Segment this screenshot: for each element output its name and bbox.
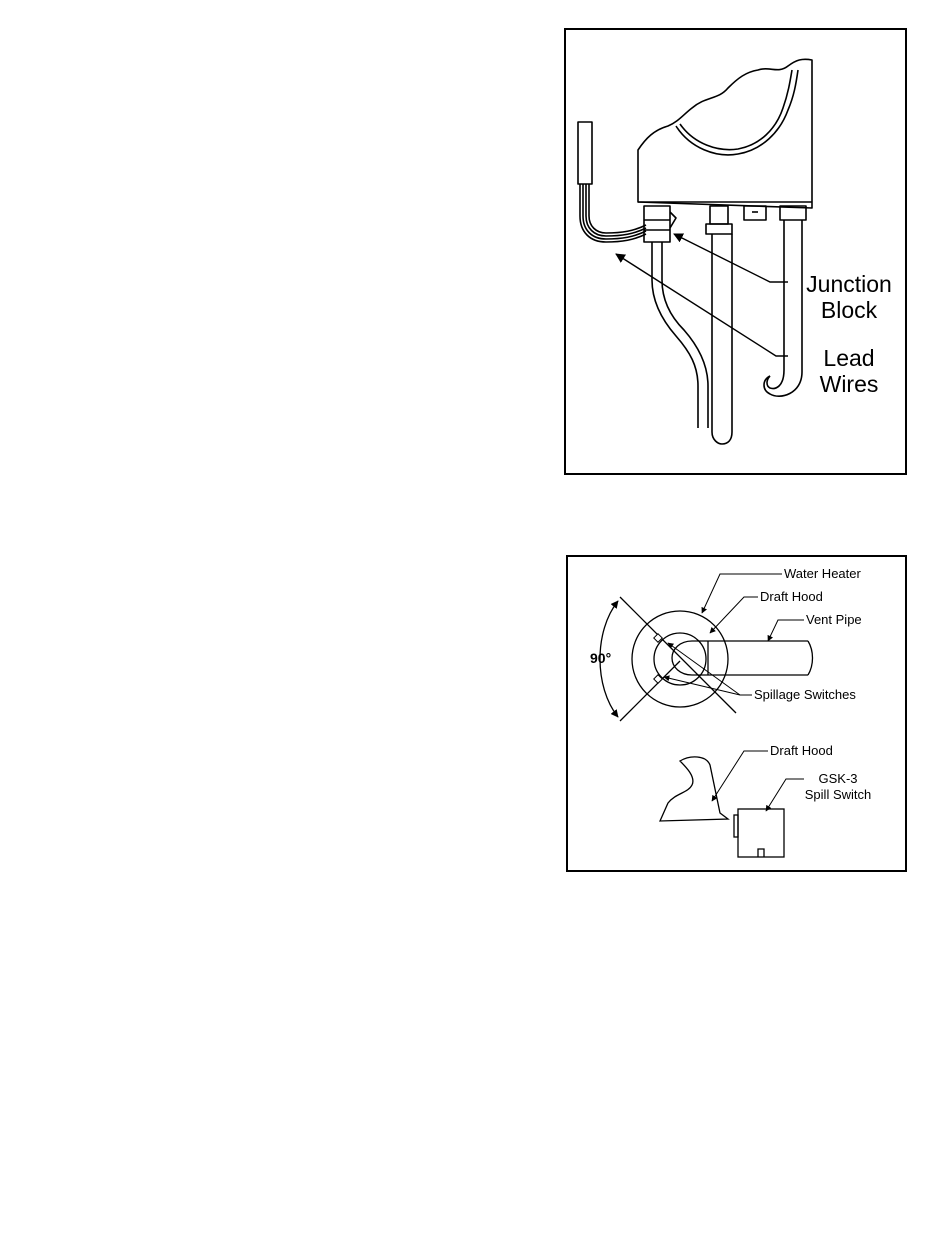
lead-wires-label-line2: Wires	[819, 371, 879, 397]
junction-block-drawing	[566, 30, 905, 473]
pilot-tube	[712, 234, 732, 444]
draft-hood-top-label: Draft Hood	[760, 589, 823, 604]
vent-pipe-label: Vent Pipe	[806, 612, 862, 627]
heater-body	[638, 59, 812, 208]
angle-label: 90°	[590, 650, 612, 666]
junction-block-label-line1: Junction	[806, 271, 892, 297]
water-heater-label: Water Heater	[784, 566, 861, 581]
junction-block	[644, 206, 670, 242]
spillage-switches-label: Spillage Switches	[754, 687, 856, 702]
lead-wires-leader	[616, 254, 788, 356]
gsk3-label-line1: GSK-3	[818, 771, 858, 786]
junction-block-leader	[674, 234, 788, 282]
gas-tube	[767, 220, 784, 388]
spillage-switch-figure	[566, 555, 907, 872]
gsk3-label-line2: Spill Switch	[804, 787, 872, 802]
thermocouple-tube	[652, 242, 698, 428]
draft-hood-bottom-label: Draft Hood	[770, 743, 833, 758]
lead-wire-connector	[578, 122, 592, 184]
spillage-switch-drawing	[568, 557, 905, 870]
water-heater-circle	[632, 611, 728, 707]
burner-opening	[676, 70, 798, 155]
gsk3-spill-switch	[738, 809, 784, 857]
junction-block-label-line2: Block	[820, 297, 878, 323]
junction-block-figure	[564, 28, 907, 475]
lead-wires-label-line1: Lead	[823, 345, 875, 371]
draft-hood-side	[660, 757, 728, 821]
